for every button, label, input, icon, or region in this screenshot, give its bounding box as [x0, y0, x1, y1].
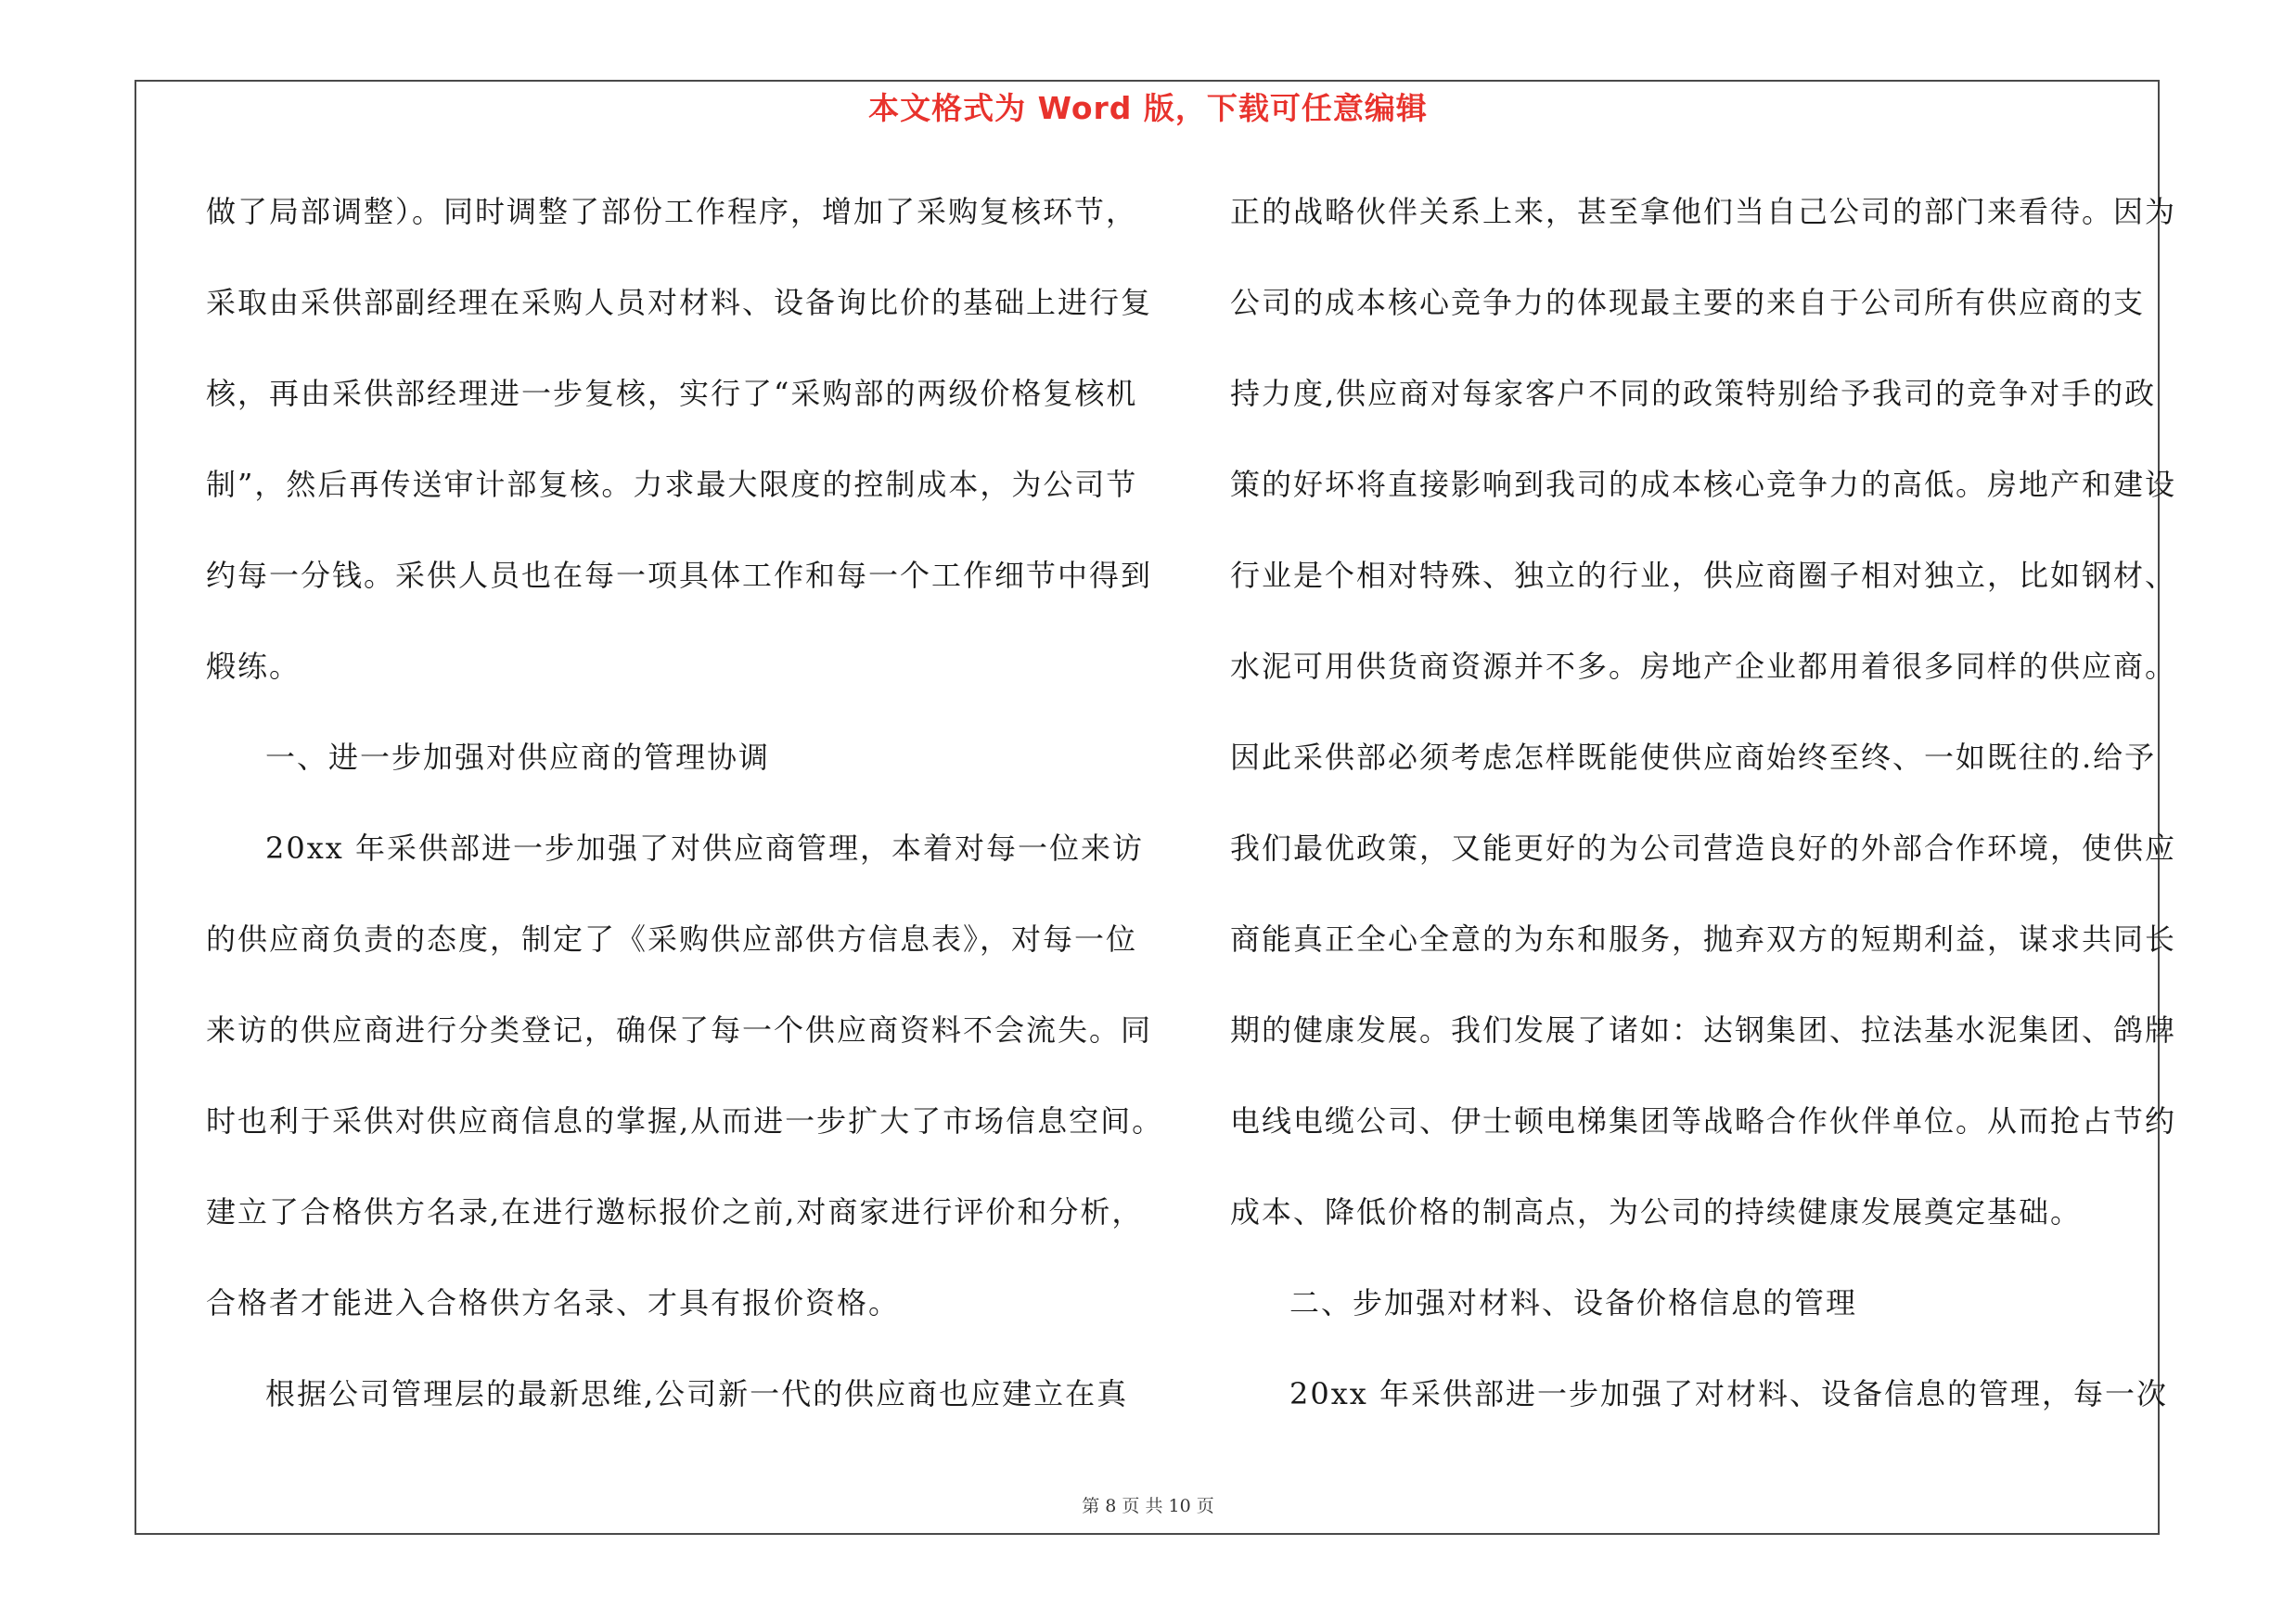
- text-line: 制”，然后再传送审计部复核。力求最大限度的控制成本，为公司节: [206, 467, 1138, 502]
- text-line: 成本、降低价格的制高点，为公司的持续健康发展奠定基础。: [1230, 1194, 2083, 1230]
- text-line: 正的战略伙伴关系上来，甚至拿他们当自己公司的部门来看待。因为: [1230, 194, 2177, 229]
- text-line: 根据公司管理层的最新思维,公司新一代的供应商也应建立在真: [265, 1376, 1129, 1411]
- text-line: 采取由采供部副经理在采购人员对材料、设备询比价的基础上进行复: [206, 285, 1153, 320]
- text-line: 煅练。: [206, 649, 301, 684]
- text-line: 约每一分钱。采供人员也在每一项具体工作和每一个工作细节中得到: [206, 558, 1153, 593]
- text-line: 行业是个相对特殊、独立的行业，供应商圈子相对独立，比如钢材、: [1230, 558, 2177, 593]
- left-text-column: [206, 187, 1166, 1461]
- text-line: 核，再由采供部经理进一步复核，实行了“采购部的两级价格复核机: [206, 376, 1138, 411]
- text-line: 的供应商负责的态度，制定了《采购供应部供方信息表》，对每一位: [206, 921, 1138, 957]
- page-number-footer: 第 8 页 共 10 页: [1082, 1496, 1214, 1516]
- format-notice-banner: 本文格式为 Word 版，下载可任意编辑: [868, 90, 1428, 126]
- text-line: 商能真正全心全意的为东和服务，抛弃双方的短期利益，谋求共同长: [1230, 921, 2177, 957]
- text-line: 建立了合格供方名录,在进行邀标报价之前,对商家进行评价和分析，: [206, 1194, 1144, 1230]
- text-line: 20xx 年采供部进一步加强了对供应商管理，本着对每一位来访: [265, 831, 1144, 866]
- text-line: 做了局部调整）。同时调整了部份工作程序，增加了采购复核环节，: [206, 194, 1138, 229]
- text-line: 时也利于采供对供应商信息的掌握,从而进一步扩大了市场信息空间。: [206, 1103, 1164, 1139]
- text-line: 持力度,供应商对每家客户不同的政策特别给予我司的竞争对手的政: [1230, 376, 2157, 411]
- text-line: 策的好坏将直接影响到我司的成本核心竞争力的高低。房地产和建设: [1230, 467, 2177, 502]
- text-line: 电线电缆公司、伊士顿电梯集团等战略合作伙伴单位。从而抢占节约: [1230, 1103, 2177, 1139]
- text-line: 公司的成本核心竞争力的体现最主要的来自于公司所有供应商的支: [1230, 285, 2146, 320]
- text-line: 合格者才能进入合格供方名录、才具有报价资格。: [206, 1285, 901, 1320]
- text-line: 因此采供部必须考虑怎样既能使供应商始终至终、一如既往的.给予: [1230, 740, 2157, 775]
- text-line: 二、步加强对材料、设备价格信息的管理: [1289, 1285, 1858, 1320]
- text-line: 一、进一步加强对供应商的管理协调: [265, 740, 771, 775]
- text-line: 期的健康发展。我们发展了诸如：达钢集团、拉法基水泥集团、鸽牌: [1230, 1012, 2177, 1048]
- right-text-column: [1230, 187, 2177, 1461]
- text-line: 来访的供应商进行分类登记，确保了每一个供应商资料不会流失。同: [206, 1012, 1153, 1048]
- text-line: 20xx 年采供部进一步加强了对材料、设备信息的管理，每一次: [1289, 1376, 2168, 1411]
- text-line: 我们最优政策，又能更好的为公司营造良好的外部合作环境，使供应: [1230, 831, 2177, 866]
- text-line: 水泥可用供货商资源并不多。房地产企业都用着很多同样的供应商。: [1230, 649, 2177, 684]
